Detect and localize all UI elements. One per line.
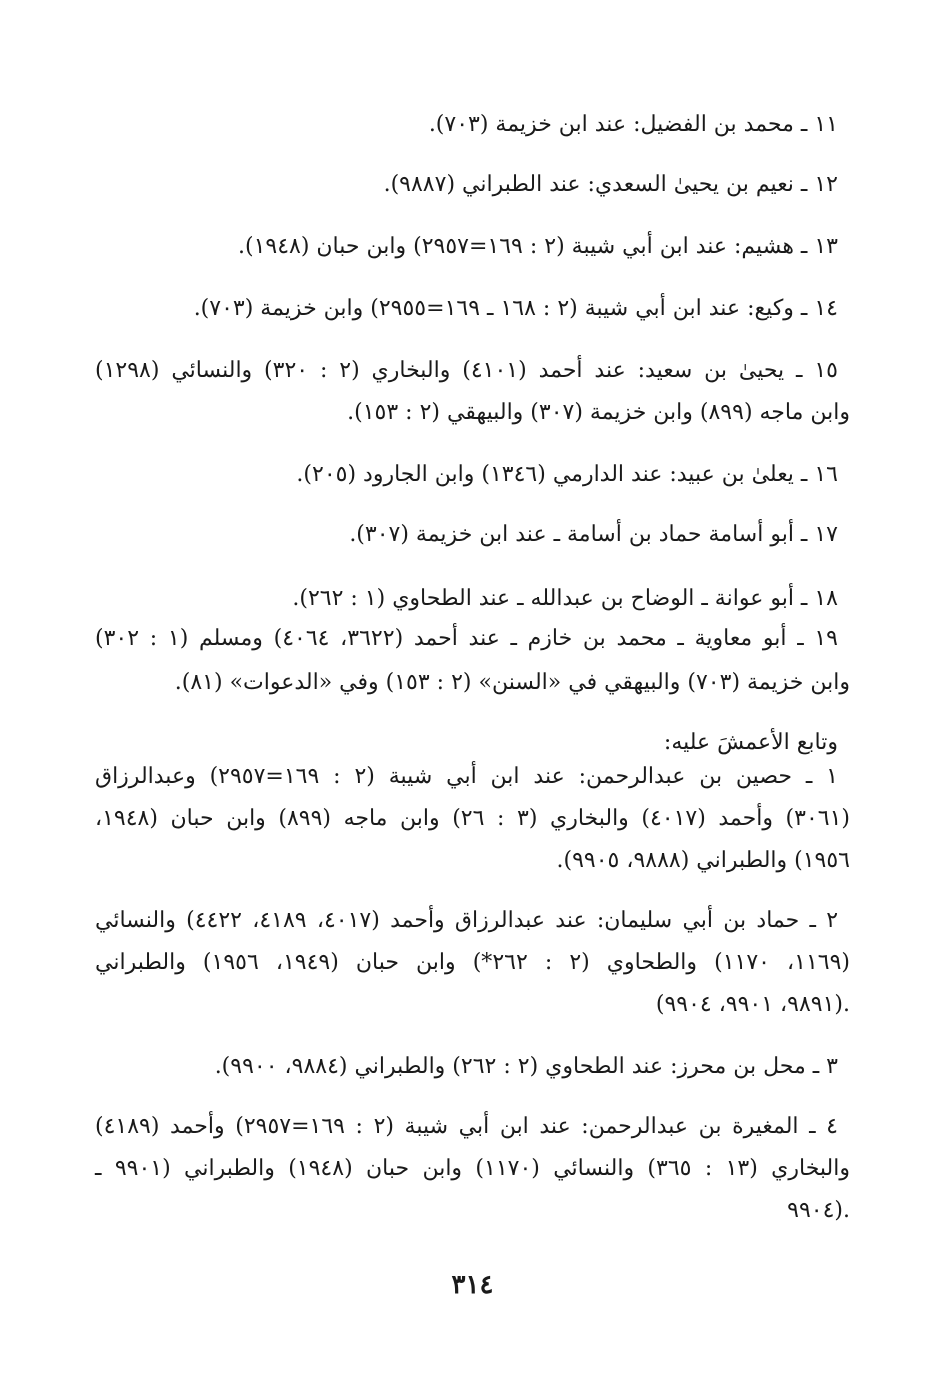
follower-1-line-1: ١ ـ حصين بن عبدالرحمن: عند ابن أبي شيبة (٢ : ١٦٩=٢٩٥٧) وعبدالرزاق [95, 764, 838, 789]
follower-4-line-3: ٩٩٠٤). [787, 1198, 850, 1223]
entry-19-line-1: ١٩ ـ أبو معاوية ـ محمد بن خازم ـ عند أحمد (٣٦٢٢، ٤٠٦٤) ومسلم (١ : ٣٠٢) [95, 626, 838, 651]
follower-2-line-2: (١١٦٩، ١١٧٠) والطحاوي (٢ : ٢٦٢*) وابن حبان (١٩٤٩، ١٩٥٦) والطبراني [95, 950, 851, 975]
page-number: ٣١٤ [451, 1270, 494, 1300]
follower-3: ٣ ـ محل بن محرز: عند الطحاوي (٢ : ٢٦٢) والطبراني (٩٨٨٤، ٩٩٠٠). [214, 1054, 838, 1079]
follower-2-line-1: ٢ ـ حماد بن أبي سليمان: عند عبدالرزاق وأحمد (٤٠١٧، ٤١٨٩، ٤٤٢٢) والنسائي [95, 908, 839, 933]
follower-1-line-3: ١٩٥٦) والطبراني (٩٨٨٨، ٩٩٠٥). [556, 848, 850, 873]
section-heading: وتابع الأعمشَ عليه: [663, 730, 838, 755]
follower-4-line-1: ٤ ـ المغيرة بن عبدالرحمن: عند ابن أبي شيبة (٢ : ١٦٩=٢٩٥٧) وأحمد (٤١٨٩) [95, 1114, 838, 1139]
entry-16: ١٦ ـ يعلىٰ بن عبيد: عند الدارمي (١٣٤٦) وابن الجارود (٢٠٥). [296, 462, 838, 487]
follower-2-line-3: (٩٨٩١، ٩٩٠١، ٩٩٠٤). [655, 992, 850, 1017]
entry-19-line-2: وابن خزيمة (٧٠٣) والبيهقي في «السنن» (٢ : ١٥٣) وفي «الدعوات» (٨١). [174, 670, 850, 695]
follower-4-line-2: والبخاري (١٣ : ٣٦٥) والنسائي (١١٧٠) وابن حبان (١٩٤٨) والطبراني (٩٩٠١ ـ [95, 1156, 850, 1181]
entry-13: ١٣ ـ هشيم: عند ابن أبي شيبة (٢ : ١٦٩=٢٩٥٧) وابن حبان (١٩٤٨). [237, 234, 838, 259]
follower-1-line-2: (٣٠٦١) وأحمد (٤٠١٧) والبخاري (٣ : ٢٦) وابن ماجه (٨٩٩) وابن حبان (١٩٤٨، [95, 806, 851, 831]
entry-15-line-1: ١٥ ـ يحيىٰ بن سعيد: عند أحمد (٤١٠١) والبخاري (٢ : ٣٢٠) والنسائي (١٢٩٨) [95, 358, 838, 383]
entry-17: ١٧ ـ أبو أسامة حماد بن أسامة ـ عند ابن خزيمة (٣٠٧). [349, 522, 838, 547]
entry-15-line-2: وابن ماجه (٨٩٩) وابن خزيمة (٣٠٧) والبيهقي (٢ : ١٥٣). [347, 400, 850, 425]
entry-12: ١٢ ـ نعيم بن يحيىٰ السعدي: عند الطبراني (٩٨٨٧). [383, 172, 838, 197]
entry-14: ١٤ ـ وكيع: عند ابن أبي شيبة (٢ : ١٦٨ ـ ١٦٩=٢٩٥٥) وابن خزيمة (٧٠٣). [193, 296, 838, 321]
entry-11: ١١ ـ محمد بن الفضيل: عند ابن خزيمة (٧٠٣). [428, 112, 838, 137]
entry-18: ١٨ ـ أبو عوانة ـ الوضاح بن عبدالله ـ عند الطحاوي (١ : ٢٦٢). [292, 586, 838, 611]
